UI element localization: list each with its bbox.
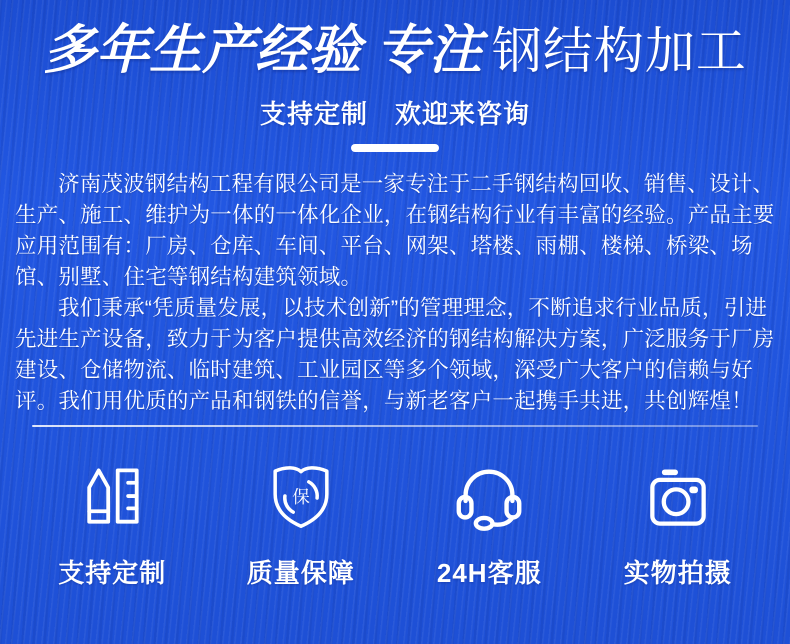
title-normal: 钢结构加工	[491, 23, 747, 79]
shield-badge-char: 保	[291, 486, 310, 507]
hero-section	[0, 0, 790, 152]
headset-icon	[395, 457, 584, 537]
feature-label: 支持定制	[58, 558, 167, 588]
feature-label: 实物拍摄	[623, 558, 732, 588]
page-title	[0, 21, 790, 80]
feature-label: 24H客服	[436, 558, 542, 588]
feature-label: 质量保障	[246, 558, 355, 588]
feature-item-service	[395, 457, 584, 590]
feature-item-photos	[584, 457, 773, 590]
divider-line	[32, 425, 758, 427]
shield-badge-icon	[207, 457, 396, 537]
intro-paragraph-2: 我们秉承“凭质量发展，以技术创新”的管理理念，不断追求行业品质，引进先进生产设备，致力于为客户提供高效经济的钢结构解决方案，广泛服务于厂房建设、仓储物流、临时建筑、工业园区等多个领域，深受广大客户的信赖与好评。我们用优质的产品和钢铁的信誉，与新老客户一起携手共进，共创辉煌！	[15, 296, 775, 413]
pencil-ruler-icon	[18, 457, 207, 537]
camera-icon	[584, 457, 773, 537]
company-intro	[0, 169, 790, 417]
features-row	[0, 457, 790, 590]
feature-item-quality	[207, 457, 396, 590]
feature-item-customization	[18, 457, 207, 590]
subtitle-underline-pill	[351, 144, 439, 152]
intro-paragraph-1: 济南茂波钢结构工程有限公司是一家专注于二手钢结构回收、销售、设计、生产、施工、维护为一体的一体化企业，在钢结构行业有丰富的经验。产品主要应用范围有：厂房、仓库、车间、平台、网架、塔楼、雨棚、楼梯、桥梁、场馆、别墅、住宅等钢结构建筑领域。	[15, 172, 775, 289]
title-emphasis: 多年生产经验 专注	[43, 21, 482, 80]
hero-subtitle: 支持定制 欢迎来咨询	[259, 99, 530, 129]
